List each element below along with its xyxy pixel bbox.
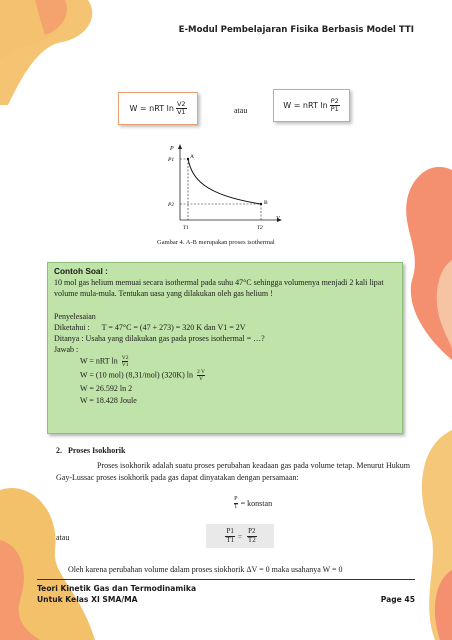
formula-prefix: W = nRT ln (283, 101, 328, 110)
tick-label-p1: P1 (168, 157, 175, 163)
fraction-denominator: V1 (176, 108, 186, 116)
tick-label-p2: P2 (168, 202, 175, 208)
axis-label-v: V (276, 216, 280, 222)
solution-step-1 (54, 355, 396, 369)
solution-step-2 (54, 369, 396, 383)
fraction-denominator: V1 (121, 362, 129, 369)
solution-step-3: W = 26.592 ln 2 (80, 384, 133, 394)
fraction-denominator: T (234, 504, 238, 510)
section-paragraph (56, 460, 410, 483)
tick-label-t1: T1 (183, 225, 189, 231)
step-prefix: W = (10 mol) (8,31/mol) (320K) ln (80, 370, 194, 380)
section-connector: atau (56, 533, 70, 542)
fraction-numerator: V2 (176, 100, 186, 109)
formula-connector: atau (234, 106, 248, 115)
step-prefix: W = nRT ln (80, 356, 118, 366)
fraction (330, 98, 340, 113)
equals-sign: = (237, 531, 243, 541)
fraction (197, 369, 205, 382)
fraction-numerator: P1 (226, 527, 234, 536)
spacer (54, 300, 396, 311)
point-label-a: A (190, 154, 194, 160)
point-label-b: B (264, 200, 268, 206)
tick-label-t2: T2 (257, 225, 263, 231)
fraction (225, 528, 234, 544)
point-a-marker (187, 158, 189, 160)
isothermal-graph (158, 140, 288, 232)
page-header-title: E-Modul Pembelajaran Fisika Berbasis Model TTI (178, 25, 414, 35)
figure-caption: Gambar 4. A-B merupakan proses isothermal (157, 239, 275, 246)
solution-answer-label: Jawab : (54, 345, 79, 355)
fraction-numerator: P (234, 496, 238, 502)
p-axis-arrow (178, 144, 182, 149)
solution-known: Diketahui : T = 47°C = (47 + 273) = 320 K dan V1 = 2V (54, 322, 246, 332)
section-conclusion: Oleh karena perubahan volume dalam proses siokhorik ΔV = 0 maka usahanya W = 0 (68, 565, 343, 574)
page-number: Page 45 (380, 595, 415, 604)
isotherm-curve (188, 159, 261, 204)
konstan-text: = konstan (240, 499, 273, 508)
example-problem: 10 mol gas helium memuai secara isothermal pada suhu 47°C sehingga volumenya menjadi 2 kali lipat volume mula-mula. Tentukan uasa yang dilakukan oleh gas helium ! (54, 278, 384, 299)
fraction-numerator: V2 (121, 355, 129, 362)
solution-asked: Ditanya : Usaha yang dilakukan gas pada proses isothermal = …? (54, 334, 265, 344)
fraction (122, 355, 129, 368)
fraction-numerator: P2 (330, 97, 339, 106)
formula-box-pressure (273, 89, 350, 122)
axis-label-p: P (170, 146, 174, 152)
footer-divider (37, 579, 415, 580)
fraction (234, 496, 238, 511)
footer-subject: Teori Kinetik Gas dan Termodinamika (37, 584, 197, 593)
example-title: Contoh Soal : (54, 266, 108, 276)
fraction-denominator: T2 (247, 535, 256, 544)
fraction (247, 528, 256, 544)
fraction-numerator: P2 (248, 527, 256, 536)
footer-grade: Untuk Kelas XI SMA/MA (37, 595, 138, 604)
fraction-numerator: 2 V (197, 369, 206, 376)
solution-step-4: W = 18.428 Joule (80, 395, 137, 405)
konstan-equation (232, 496, 272, 511)
example-box (47, 262, 403, 434)
solution-title: Penyelesaian (54, 311, 96, 321)
fraction-denominator: T1 (226, 535, 235, 544)
formula-prefix: W = nRT ln (129, 104, 174, 113)
fraction (176, 101, 187, 116)
fraction-denominator: P1 (330, 105, 339, 113)
ratio-equation-box (206, 524, 274, 548)
fraction-denominator: V (199, 376, 203, 383)
point-b-marker (260, 203, 262, 205)
section-heading: 2. Proses Isokhorik (56, 446, 126, 455)
paragraph-text: Proses isokhorik adalah suatu proses perubahan keadaan gas pada volume tetap. Menurut Hukum Gay-Lussac proses isokhorik pada gas dapat dinyatakan dengan persamaan: (56, 461, 410, 482)
decorative-blob-bottom-left (0, 470, 140, 640)
formula-box-volume (118, 92, 198, 125)
